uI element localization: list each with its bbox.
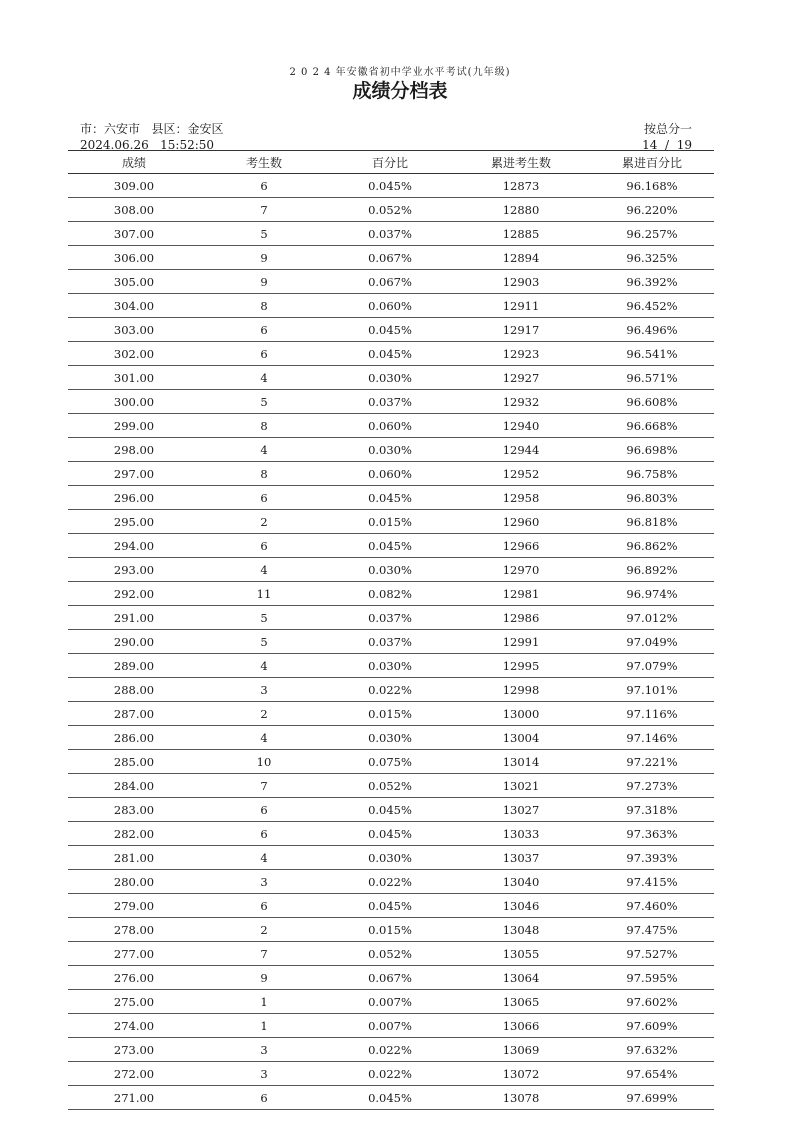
cell-count: 4 xyxy=(260,370,268,385)
table-header xyxy=(68,150,714,174)
cell-cumulative-percent: 97.527% xyxy=(626,946,678,961)
cell-score: 277.00 xyxy=(113,946,155,961)
cell-percent: 0.037% xyxy=(368,226,412,241)
cell-cumulative-percent: 97.146% xyxy=(626,730,678,745)
table-row xyxy=(68,870,714,894)
cell-percent: 0.052% xyxy=(368,946,412,961)
cell-count: 9 xyxy=(260,274,268,289)
table-row xyxy=(68,294,714,318)
cell-cumulative-count: 12991 xyxy=(502,634,540,649)
cell-percent: 0.022% xyxy=(368,682,412,697)
cell-score: 286.00 xyxy=(113,730,155,745)
table-row xyxy=(68,654,714,678)
table-row xyxy=(68,486,714,510)
table-row xyxy=(68,726,714,750)
column-header-cumulative-count: 累进考生数 xyxy=(490,155,551,170)
cell-cumulative-count: 12917 xyxy=(502,322,540,337)
cell-percent: 0.030% xyxy=(368,658,412,673)
cell-percent: 0.082% xyxy=(368,586,412,601)
table-row xyxy=(68,798,714,822)
cell-count: 2 xyxy=(260,922,268,937)
page-title: 成绩分档表 xyxy=(352,80,448,102)
cell-count: 2 xyxy=(260,514,268,529)
cell-cumulative-count: 12932 xyxy=(502,394,540,409)
cell-percent: 0.045% xyxy=(368,178,412,193)
cell-percent: 0.045% xyxy=(368,346,412,361)
cell-cumulative-percent: 97.415% xyxy=(626,874,678,889)
cell-count: 9 xyxy=(260,970,268,985)
meta-left xyxy=(80,121,223,153)
cell-percent: 0.022% xyxy=(368,1066,412,1081)
cell-count: 7 xyxy=(260,778,268,793)
cell-count: 11 xyxy=(256,586,272,601)
table-row xyxy=(68,1062,714,1086)
cell-score: 304.00 xyxy=(113,298,155,313)
cell-cumulative-count: 12885 xyxy=(502,226,540,241)
cell-cumulative-percent: 97.012% xyxy=(626,610,678,625)
cell-count: 6 xyxy=(260,346,268,361)
cell-cumulative-count: 12958 xyxy=(502,490,540,505)
cell-percent: 0.015% xyxy=(368,922,412,937)
table-row xyxy=(68,270,714,294)
table-row xyxy=(68,822,714,846)
cell-score: 303.00 xyxy=(113,322,155,337)
column-header-count: 考生数 xyxy=(245,155,282,170)
cell-percent: 0.007% xyxy=(368,994,412,1009)
cell-cumulative-percent: 96.571% xyxy=(626,370,678,385)
cell-cumulative-percent: 96.892% xyxy=(626,562,678,577)
cell-count: 4 xyxy=(260,562,268,577)
cell-score: 287.00 xyxy=(113,706,155,721)
table-row xyxy=(68,318,714,342)
cell-cumulative-percent: 96.608% xyxy=(626,394,678,409)
cell-score: 272.00 xyxy=(113,1066,155,1081)
table-row xyxy=(68,246,714,270)
table-row xyxy=(68,630,714,654)
table-row xyxy=(68,462,714,486)
cell-percent: 0.045% xyxy=(368,898,412,913)
cell-count: 1 xyxy=(260,1018,268,1033)
cell-cumulative-percent: 96.220% xyxy=(626,202,678,217)
cell-score: 273.00 xyxy=(113,1042,155,1057)
score-table xyxy=(68,150,714,1110)
cell-cumulative-count: 12966 xyxy=(502,538,540,553)
cell-count: 4 xyxy=(260,850,268,865)
cell-score: 284.00 xyxy=(113,778,155,793)
table-row xyxy=(68,846,714,870)
cell-cumulative-count: 12927 xyxy=(502,370,540,385)
cell-percent: 0.045% xyxy=(368,1090,412,1105)
cell-cumulative-percent: 97.699% xyxy=(626,1090,678,1105)
cell-percent: 0.022% xyxy=(368,1042,412,1057)
cell-cumulative-percent: 97.363% xyxy=(626,826,678,841)
cell-cumulative-count: 13066 xyxy=(502,1018,540,1033)
cell-cumulative-percent: 97.654% xyxy=(626,1066,678,1081)
cell-cumulative-percent: 97.393% xyxy=(626,850,678,865)
cell-count: 6 xyxy=(260,826,268,841)
table-row xyxy=(68,606,714,630)
cell-cumulative-count: 13040 xyxy=(502,874,540,889)
table-row xyxy=(68,942,714,966)
table-row xyxy=(68,390,714,414)
table-row xyxy=(68,366,714,390)
datetime-label: 2024.06.26 15:52:50 xyxy=(80,138,215,152)
cell-cumulative-count: 12970 xyxy=(502,562,540,577)
cell-cumulative-count: 12952 xyxy=(502,466,540,481)
cell-cumulative-count: 12923 xyxy=(502,346,540,361)
cell-percent: 0.037% xyxy=(368,610,412,625)
cell-count: 5 xyxy=(260,634,268,649)
cell-count: 9 xyxy=(260,250,268,265)
cell-score: 302.00 xyxy=(113,346,155,361)
cell-percent: 0.060% xyxy=(368,466,412,481)
cell-percent: 0.045% xyxy=(368,538,412,553)
cell-count: 6 xyxy=(260,1090,268,1105)
cell-percent: 0.030% xyxy=(368,562,412,577)
cell-cumulative-percent: 97.318% xyxy=(626,802,678,817)
sort-label: 按总分一 xyxy=(643,122,692,136)
table-body xyxy=(68,174,714,1110)
table-row xyxy=(68,198,714,222)
cell-percent: 0.030% xyxy=(368,370,412,385)
cell-count: 4 xyxy=(260,658,268,673)
cell-cumulative-count: 13004 xyxy=(502,730,540,745)
cell-score: 282.00 xyxy=(113,826,155,841)
cell-percent: 0.015% xyxy=(368,514,412,529)
cell-score: 299.00 xyxy=(113,418,155,433)
column-header-percent: 百分比 xyxy=(371,155,408,170)
cell-score: 289.00 xyxy=(113,658,155,673)
cell-cumulative-percent: 96.168% xyxy=(626,178,678,193)
cell-percent: 0.052% xyxy=(368,778,412,793)
cell-count: 8 xyxy=(260,418,268,433)
cell-score: 288.00 xyxy=(113,682,155,697)
cell-cumulative-percent: 96.257% xyxy=(626,226,678,241)
cell-score: 279.00 xyxy=(113,898,155,913)
cell-cumulative-count: 12873 xyxy=(502,178,540,193)
cell-cumulative-count: 12940 xyxy=(502,418,540,433)
column-header-score: 成绩 xyxy=(121,155,146,170)
cell-cumulative-count: 12911 xyxy=(502,298,540,313)
cell-cumulative-count: 12986 xyxy=(502,610,540,625)
cell-cumulative-percent: 96.803% xyxy=(626,490,678,505)
cell-score: 298.00 xyxy=(113,442,155,457)
cell-percent: 0.030% xyxy=(368,850,412,865)
cell-cumulative-count: 13046 xyxy=(502,898,540,913)
cell-percent: 0.067% xyxy=(368,274,412,289)
cell-cumulative-count: 13065 xyxy=(502,994,540,1009)
table-row xyxy=(68,558,714,582)
cell-cumulative-count: 12960 xyxy=(502,514,540,529)
cell-cumulative-percent: 96.698% xyxy=(626,442,678,457)
cell-percent: 0.037% xyxy=(368,394,412,409)
cell-count: 3 xyxy=(260,682,268,697)
table-row xyxy=(68,438,714,462)
cell-cumulative-percent: 97.602% xyxy=(626,994,678,1009)
cell-percent: 0.045% xyxy=(368,322,412,337)
table-row xyxy=(68,1014,714,1038)
cell-cumulative-count: 12998 xyxy=(502,682,540,697)
table-row xyxy=(68,342,714,366)
cell-cumulative-percent: 97.221% xyxy=(626,754,678,769)
cell-score: 305.00 xyxy=(113,274,155,289)
cell-cumulative-count: 13072 xyxy=(502,1066,540,1081)
cell-cumulative-percent: 96.325% xyxy=(626,250,678,265)
cell-score: 271.00 xyxy=(113,1090,155,1105)
cell-cumulative-percent: 97.273% xyxy=(626,778,678,793)
cell-count: 7 xyxy=(260,202,268,217)
cell-count: 7 xyxy=(260,946,268,961)
cell-score: 290.00 xyxy=(113,634,155,649)
column-header-cumulative-percent: 累进百分比 xyxy=(621,155,682,170)
cell-count: 8 xyxy=(260,466,268,481)
cell-score: 309.00 xyxy=(113,178,155,193)
cell-count: 3 xyxy=(260,874,268,889)
cell-percent: 0.030% xyxy=(368,442,412,457)
cell-cumulative-percent: 96.668% xyxy=(626,418,678,433)
cell-count: 4 xyxy=(260,730,268,745)
cell-count: 3 xyxy=(260,1066,268,1081)
cell-cumulative-percent: 96.974% xyxy=(626,586,678,601)
cell-cumulative-percent: 96.392% xyxy=(626,274,678,289)
cell-cumulative-count: 13000 xyxy=(502,706,540,721)
cell-score: 281.00 xyxy=(113,850,155,865)
table-row xyxy=(68,990,714,1014)
cell-percent: 0.045% xyxy=(368,802,412,817)
table-row xyxy=(68,774,714,798)
cell-cumulative-percent: 96.758% xyxy=(626,466,678,481)
cell-percent: 0.030% xyxy=(368,730,412,745)
region-label: 市：六安市 县区：金安区 xyxy=(80,122,224,136)
cell-count: 2 xyxy=(260,706,268,721)
table-row xyxy=(68,894,714,918)
cell-count: 1 xyxy=(260,994,268,1009)
table-row xyxy=(68,222,714,246)
table-row xyxy=(68,414,714,438)
cell-cumulative-percent: 96.862% xyxy=(626,538,678,553)
cell-score: 308.00 xyxy=(113,202,155,217)
cell-score: 276.00 xyxy=(113,970,155,985)
cell-cumulative-count: 12981 xyxy=(502,586,540,601)
cell-cumulative-count: 13033 xyxy=(502,826,540,841)
cell-cumulative-percent: 97.609% xyxy=(626,1018,678,1033)
cell-count: 8 xyxy=(260,298,268,313)
table-row xyxy=(68,174,714,198)
cell-cumulative-percent: 97.116% xyxy=(626,706,678,721)
cell-score: 292.00 xyxy=(113,586,155,601)
cell-score: 306.00 xyxy=(113,250,155,265)
meta-right xyxy=(642,121,692,153)
table-row xyxy=(68,750,714,774)
cell-count: 6 xyxy=(260,322,268,337)
cell-score: 307.00 xyxy=(113,226,155,241)
cell-percent: 0.022% xyxy=(368,874,412,889)
exam-subtitle: 2 0 2 4 年安徽省初中学业水平考试(九年级) xyxy=(289,67,511,78)
cell-cumulative-percent: 97.049% xyxy=(626,634,678,649)
cell-cumulative-count: 12894 xyxy=(502,250,540,265)
cell-score: 294.00 xyxy=(113,538,155,553)
cell-score: 285.00 xyxy=(113,754,155,769)
cell-cumulative-count: 12995 xyxy=(502,658,540,673)
table-row xyxy=(68,1086,714,1110)
table-row xyxy=(68,918,714,942)
cell-score: 274.00 xyxy=(113,1018,155,1033)
cell-cumulative-percent: 97.101% xyxy=(626,682,678,697)
cell-cumulative-count: 13021 xyxy=(502,778,540,793)
cell-cumulative-count: 13055 xyxy=(502,946,540,961)
cell-score: 291.00 xyxy=(113,610,155,625)
table-row xyxy=(68,510,714,534)
cell-cumulative-percent: 96.452% xyxy=(626,298,678,313)
cell-count: 6 xyxy=(260,490,268,505)
cell-percent: 0.045% xyxy=(368,826,412,841)
cell-cumulative-percent: 97.079% xyxy=(626,658,678,673)
cell-cumulative-count: 13014 xyxy=(502,754,540,769)
table-row xyxy=(68,534,714,558)
cell-count: 10 xyxy=(256,754,272,769)
cell-score: 296.00 xyxy=(113,490,155,505)
cell-count: 5 xyxy=(260,610,268,625)
table-row xyxy=(68,582,714,606)
cell-score: 280.00 xyxy=(113,874,155,889)
cell-count: 5 xyxy=(260,226,268,241)
cell-cumulative-count: 13064 xyxy=(502,970,540,985)
cell-cumulative-count: 13037 xyxy=(502,850,540,865)
cell-percent: 0.015% xyxy=(368,706,412,721)
cell-cumulative-percent: 96.496% xyxy=(626,322,678,337)
table-row xyxy=(68,1038,714,1062)
cell-count: 4 xyxy=(260,442,268,457)
cell-count: 6 xyxy=(260,538,268,553)
cell-cumulative-count: 12903 xyxy=(502,274,540,289)
cell-cumulative-count: 13048 xyxy=(502,922,540,937)
cell-score: 293.00 xyxy=(113,562,155,577)
cell-count: 6 xyxy=(260,178,268,193)
cell-percent: 0.067% xyxy=(368,970,412,985)
cell-cumulative-count: 12944 xyxy=(502,442,540,457)
table-row xyxy=(68,702,714,726)
cell-score: 295.00 xyxy=(113,514,155,529)
cell-percent: 0.060% xyxy=(368,298,412,313)
cell-count: 3 xyxy=(260,1042,268,1057)
cell-score: 275.00 xyxy=(113,994,155,1009)
cell-score: 300.00 xyxy=(113,394,155,409)
cell-score: 278.00 xyxy=(113,922,155,937)
cell-percent: 0.075% xyxy=(368,754,412,769)
cell-cumulative-count: 13027 xyxy=(502,802,540,817)
cell-cumulative-percent: 97.595% xyxy=(626,970,678,985)
cell-score: 297.00 xyxy=(113,466,155,481)
cell-count: 6 xyxy=(260,802,268,817)
cell-percent: 0.067% xyxy=(368,250,412,265)
cell-cumulative-count: 13069 xyxy=(502,1042,540,1057)
cell-score: 283.00 xyxy=(113,802,155,817)
cell-count: 5 xyxy=(260,394,268,409)
cell-cumulative-percent: 97.460% xyxy=(626,898,678,913)
cell-percent: 0.045% xyxy=(368,490,412,505)
cell-cumulative-percent: 96.818% xyxy=(626,514,678,529)
cell-cumulative-count: 13078 xyxy=(502,1090,540,1105)
cell-percent: 0.060% xyxy=(368,418,412,433)
table-row xyxy=(68,678,714,702)
cell-cumulative-count: 12880 xyxy=(502,202,540,217)
page-number: 14 / 19 xyxy=(642,138,692,152)
cell-percent: 0.052% xyxy=(368,202,412,217)
cell-percent: 0.007% xyxy=(368,1018,412,1033)
cell-score: 301.00 xyxy=(113,370,155,385)
table-row xyxy=(68,966,714,990)
cell-cumulative-percent: 97.632% xyxy=(626,1042,678,1057)
cell-count: 6 xyxy=(260,898,268,913)
cell-cumulative-percent: 96.541% xyxy=(626,346,678,361)
cell-percent: 0.037% xyxy=(368,634,412,649)
cell-cumulative-percent: 97.475% xyxy=(626,922,678,937)
